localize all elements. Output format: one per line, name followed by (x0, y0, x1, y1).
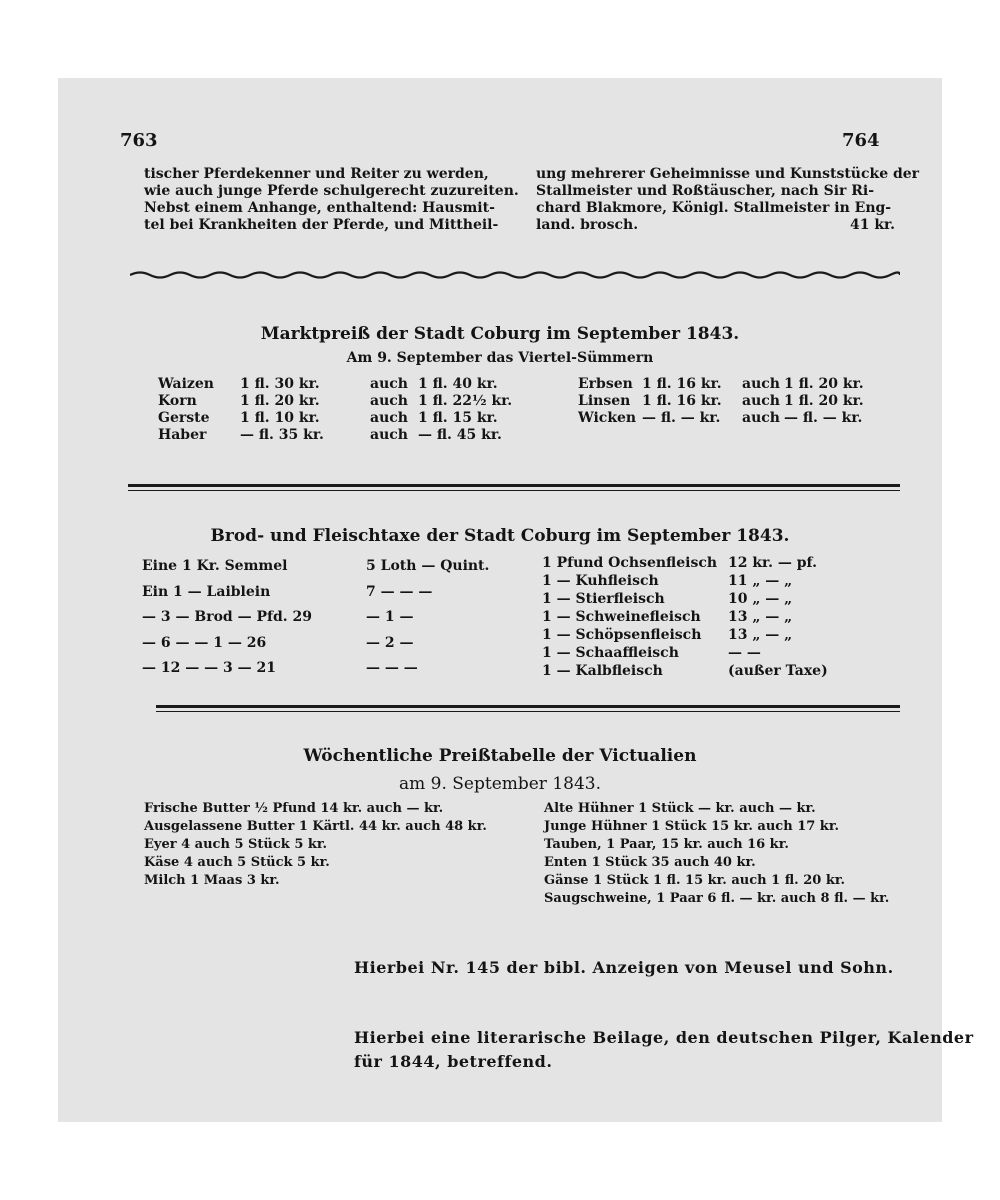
victuals-right-list (544, 800, 889, 908)
table-row (542, 644, 828, 662)
divider-rule (128, 490, 900, 491)
table-row (142, 580, 489, 606)
item-price: 1 fl. 20 kr. (240, 393, 320, 409)
table-row (542, 608, 828, 626)
item-price: — fl. — kr. (642, 410, 721, 426)
item-price2: 1 fl. 20 kr. (784, 393, 864, 409)
text-line: land. brosch. (536, 217, 639, 233)
table-row (578, 376, 864, 393)
bread-weight: — — — (366, 660, 418, 676)
item-name: Waizen (158, 376, 214, 392)
table-row (142, 631, 489, 657)
list-item: Enten 1 Stück 35 auch 40 kr. (544, 855, 756, 870)
list-item: Käse 4 auch 5 Stück 5 kr. (144, 855, 330, 870)
text-line: chard Blakmore, Königl. Stallmeister in Eng- (536, 200, 892, 216)
table-row (142, 554, 489, 580)
list-item: Frische Butter ½ Pfund 14 kr. auch — kr. (144, 801, 444, 816)
item-name: Wicken (578, 410, 637, 426)
table-row (142, 605, 489, 631)
notice-line-3: für 1844, betreffend. (354, 1052, 553, 1071)
table-row (142, 656, 489, 682)
list-item: Saugschweine, 1 Paar 6 fl. — kr. auch 8 fl. — kr. (544, 891, 890, 906)
notice-line-2: Hierbei eine literarische Beilage, den deutschen Pilger, Kalender (354, 1028, 974, 1047)
item-price2: 1 fl. 22½ kr. (418, 393, 513, 409)
item-price: 1 fl. 16 kr. (642, 393, 722, 409)
text-line: tel bei Krankheiten der Pferde, und Mittheil- (144, 217, 499, 233)
meat-price: (außer Taxe) (728, 663, 828, 679)
item-price2: 1 fl. 15 kr. (418, 410, 498, 426)
item-also: auch (742, 410, 780, 426)
list-item: Ausgelassene Butter 1 Kärtl. 44 kr. auch 48 kr. (144, 819, 487, 834)
divider-rule (156, 711, 900, 712)
text-line: wie auch junge Pferde schulgerecht zuzureiten. (144, 183, 519, 199)
list-item: Gänse 1 Stück 1 fl. 15 kr. auch 1 fl. 20 kr. (544, 873, 846, 888)
market-subtitle: Am 9. September das Viertel-Sümmern (346, 350, 654, 366)
bread-weight: — 1 — (366, 609, 414, 625)
item-price: 1 fl. 16 kr. (642, 376, 722, 392)
divider-rule (156, 705, 900, 708)
bread-weight: — 2 — (366, 634, 414, 651)
bread-weight: 5 Loth — Quint. (366, 558, 490, 574)
table-row (158, 376, 512, 393)
bread-item: — 3 — Brod — Pfd. 29 (142, 609, 313, 625)
text-line: Stallmeister und Roßtäuscher, nach Sir Ri- (536, 183, 875, 199)
item-price: 1 fl. 30 kr. (240, 376, 320, 392)
item-price: 1 fl. 10 kr. (240, 410, 320, 426)
item-name: Linsen (578, 393, 631, 409)
item-also: auch (370, 427, 408, 443)
notice-line-1: Hierbei Nr. 145 der bibl. Anzeigen von Meusel und Sohn. (354, 958, 894, 977)
text-line: tischer Pferdekenner und Reiter zu werden, (144, 166, 489, 182)
top-text-price: 41 kr. (850, 217, 896, 233)
bread-item: Ein 1 — Laiblein (142, 583, 271, 600)
item-price2: — fl. 45 kr. (418, 427, 502, 443)
item-price2: 1 fl. 20 kr. (784, 376, 864, 392)
meat-price: — — (728, 645, 761, 661)
table-row (542, 626, 828, 644)
meat-item: 1 — Schweinefleisch (542, 609, 701, 625)
meat-price: 13 „ — „ (728, 609, 793, 625)
item-also: auch (370, 410, 408, 426)
item-also: auch (370, 393, 408, 409)
item-name: Korn (158, 393, 197, 409)
meat-price: 13 „ — „ (728, 627, 793, 643)
bread-item: Eine 1 Kr. Semmel (142, 558, 288, 574)
bread-title: Brod- und Fleischtaxe der Stadt Coburg im September 1843. (210, 526, 790, 546)
table-row (158, 410, 512, 427)
page-number-right: 764 (842, 130, 880, 151)
page-sheet (58, 78, 974, 1122)
wavy-divider (130, 270, 900, 280)
item-price2: 1 fl. 40 kr. (418, 376, 498, 392)
item-price: — fl. 35 kr. (240, 427, 324, 443)
item-also: auch (370, 376, 408, 392)
list-item: Tauben, 1 Paar, 15 kr. auch 16 kr. (544, 837, 789, 852)
meat-item: 1 — Schöpsenfleisch (542, 627, 702, 643)
table-row (542, 554, 828, 572)
victuals-left-list (144, 800, 487, 890)
table-row (578, 410, 864, 427)
meat-price: 10 „ — „ (728, 591, 793, 607)
bread-weight: 7 — — — (366, 583, 433, 600)
meat-item: 1 — Schaaffleisch (542, 645, 679, 661)
meat-item: 1 — Kalbfleisch (542, 663, 663, 679)
meat-price: 12 kr. — pf. (728, 555, 817, 571)
table-row (542, 572, 828, 590)
meat-right-table (542, 554, 828, 680)
table-row (158, 427, 512, 444)
item-also: auch (742, 376, 780, 392)
meat-price: 11 „ — „ (728, 573, 793, 589)
table-row (542, 662, 828, 680)
table-row (158, 393, 512, 410)
table-row (578, 393, 864, 410)
victuals-title: Wöchentliche Preißtabelle der Victualien (303, 746, 697, 766)
item-also: auch (742, 393, 780, 409)
divider-rule (128, 484, 900, 487)
page-number-left: 763 (120, 130, 158, 151)
market-title: Marktpreiß der Stadt Coburg im September 1843. (260, 324, 740, 344)
list-item: Junge Hühner 1 Stück 15 kr. auch 17 kr. (544, 819, 839, 834)
bread-item: — 12 — — 3 — 21 (142, 660, 276, 676)
text-line: Nebst einem Anhange, enthaltend: Hausmit- (144, 200, 495, 216)
list-item: Eyer 4 auch 5 Stück 5 kr. (144, 837, 328, 852)
item-name: Gerste (158, 410, 210, 426)
list-item: Milch 1 Maas 3 kr. (144, 873, 280, 888)
item-price2: — fl. — kr. (784, 410, 863, 426)
market-right-table (578, 376, 864, 427)
item-name: Erbsen (578, 376, 633, 392)
text-line: ung mehrerer Geheimnisse und Kunststücke der (536, 166, 920, 182)
table-row (542, 590, 828, 608)
market-left-table (158, 376, 512, 444)
meat-item: 1 — Kuhfleisch (542, 573, 659, 589)
meat-item: 1 — Stierfleisch (542, 591, 665, 607)
victuals-subtitle: am 9. September 1843. (398, 774, 602, 794)
list-item: Alte Hühner 1 Stück — kr. auch — kr. (544, 801, 816, 816)
bread-left-table (142, 554, 489, 682)
item-name: Haber (158, 427, 207, 443)
meat-item: 1 Pfund Ochsenfleisch (542, 555, 718, 571)
bread-item: — 6 — — 1 — 26 (142, 634, 267, 651)
top-text-left (144, 166, 519, 234)
